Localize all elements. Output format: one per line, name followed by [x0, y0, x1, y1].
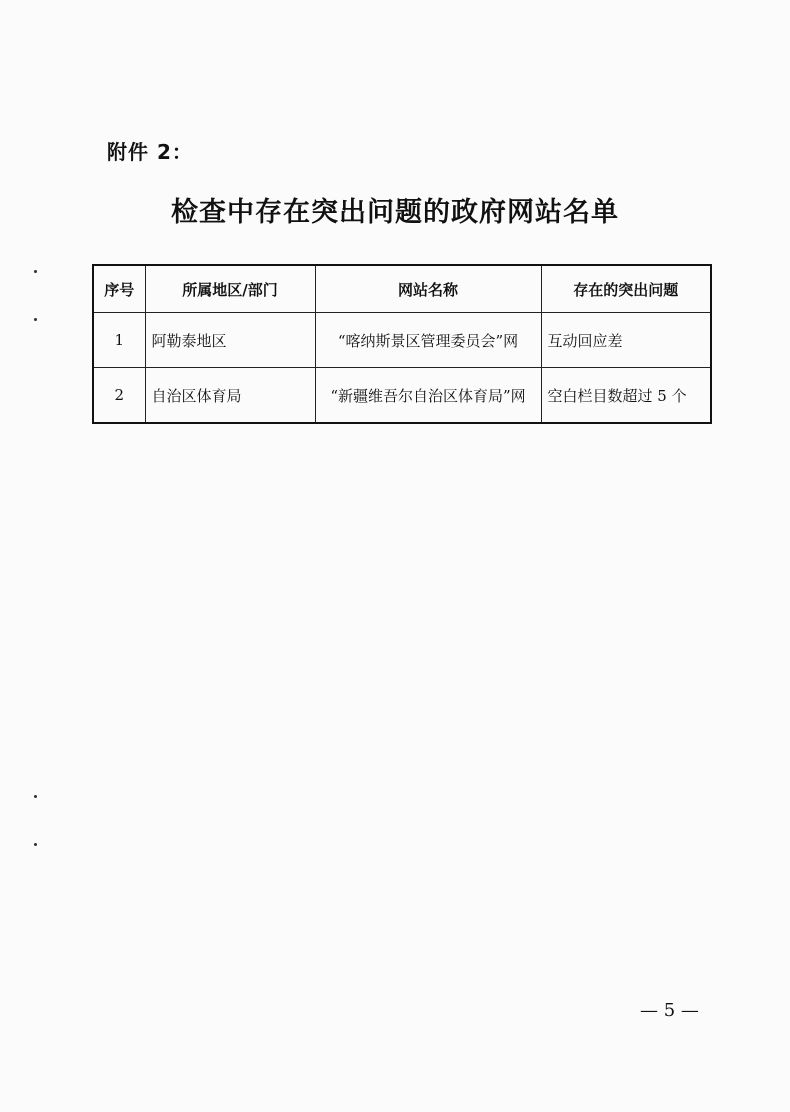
cell-website-name: “喀纳斯景区管理委员会”网	[315, 313, 541, 368]
margin-dot	[34, 795, 37, 798]
header-website-name: 网站名称	[315, 265, 541, 313]
header-region-department: 所属地区/部门	[145, 265, 315, 313]
problem-websites-table	[92, 264, 712, 424]
header-problem: 存在的突出问题	[541, 265, 711, 313]
table-row	[93, 368, 711, 424]
cell-website-name: “新疆维吾尔自治区体育局”网	[315, 368, 541, 424]
header-index: 序号	[93, 265, 145, 313]
cell-problem: 互动回应差	[541, 313, 711, 368]
cell-region-department: 阿勒泰地区	[145, 313, 315, 368]
margin-dot	[34, 270, 37, 273]
margin-dot	[34, 318, 37, 321]
attachment-label: 附件 2：	[107, 140, 193, 164]
cell-index: 2	[93, 368, 145, 424]
page-number: — 5 —	[640, 1000, 699, 1021]
cell-index: 1	[93, 313, 145, 368]
cell-problem: 空白栏目数超过 5 个	[541, 368, 711, 424]
cell-region-department: 自治区体育局	[145, 368, 315, 424]
table-row	[93, 313, 711, 368]
margin-dot	[34, 843, 37, 846]
document-title: 检查中存在突出问题的政府网站名单	[171, 197, 619, 228]
table-header-row	[93, 265, 711, 313]
